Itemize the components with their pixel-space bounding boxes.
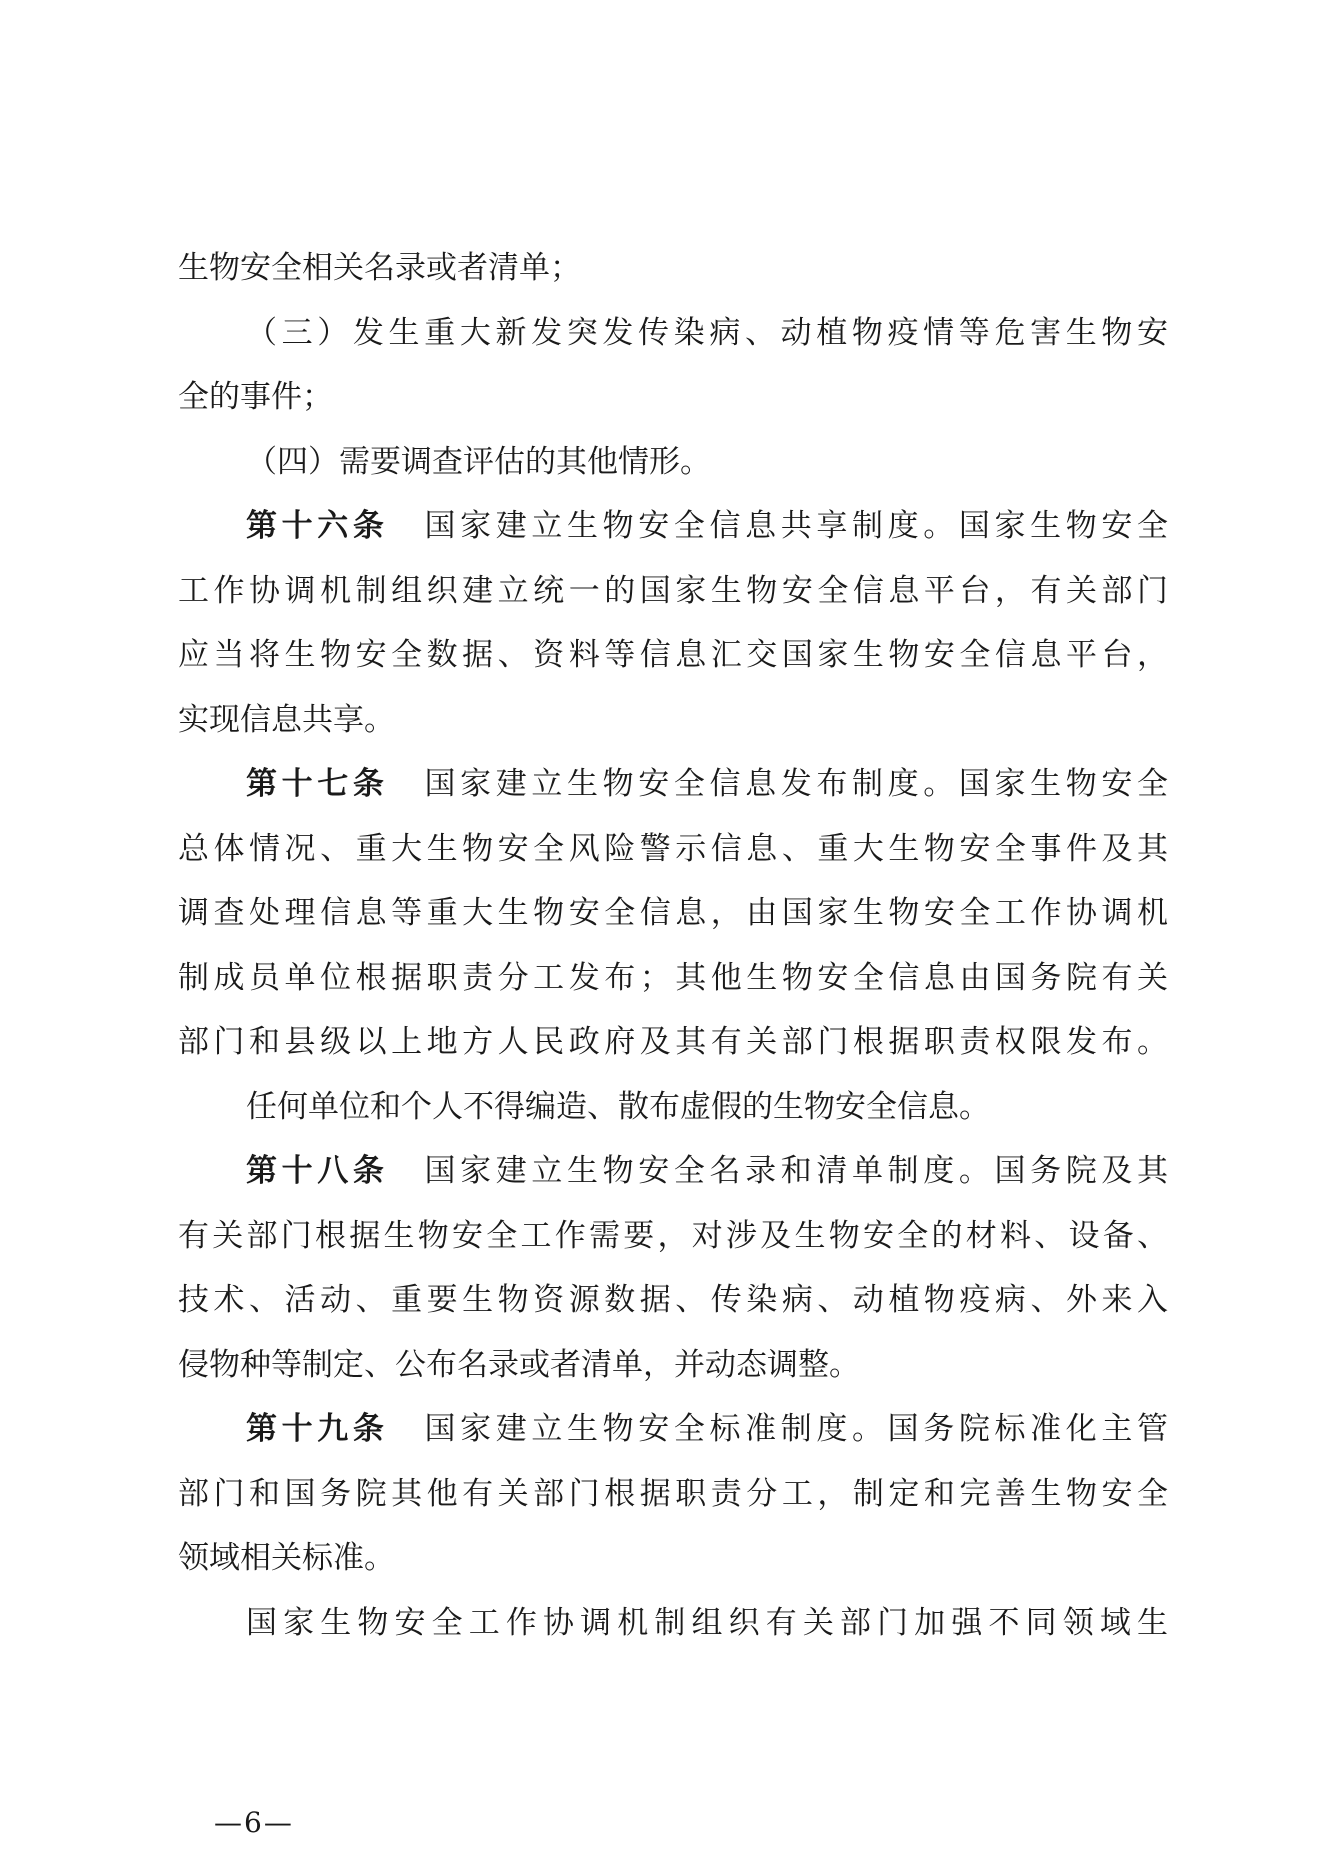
line-text: 生物安全相关名录或者清单； (178, 250, 581, 286)
line-text: 制成员单位根据职责分工发布；其他生物安全信息由国务院有关 (178, 959, 1168, 996)
line-text: 工作协调机制组织建立统一的国家生物安全信息平台，有关部门 (178, 572, 1168, 609)
text-line (178, 688, 1168, 753)
text-line (178, 817, 1168, 882)
line-text: 部门和国务院其他有关部门根据职责分工，制定和完善生物安全 (178, 1475, 1168, 1512)
text-line (178, 430, 1168, 495)
line-text: 国家建立生物安全信息共享制度。国家生物安全 (424, 508, 1168, 544)
article-line (178, 1397, 1168, 1462)
line-text: 全的事件； (178, 379, 333, 415)
line-text: 任何单位和个人不得编造、散布虚假的生物安全信息。 (246, 1088, 990, 1125)
text-line (178, 881, 1168, 946)
line-text: 国家建立生物安全标准制度。国务院标准化主管 (424, 1411, 1168, 1447)
text-line (178, 1333, 1168, 1398)
line-text: 侵物种等制定、公布名录或者清单，并动态调整。 (178, 1346, 860, 1383)
line-text: 实现信息共享。 (178, 701, 395, 738)
text-line (178, 1268, 1168, 1333)
article-number: 第十八条 (246, 1153, 389, 1189)
text-line (178, 1526, 1168, 1591)
line-text: 领域相关标准。 (178, 1540, 395, 1576)
page-number: —6— (214, 1806, 294, 1839)
text-line (178, 559, 1168, 624)
text-line (178, 236, 1168, 301)
article-line (178, 1139, 1168, 1204)
line-text: 技术、活动、重要生物资源数据、传染病、动植物疫病、外来入 (178, 1282, 1168, 1318)
line-text: （四）需要调查评估的其他情形。 (246, 443, 711, 480)
text-line (178, 1204, 1168, 1269)
text-line (178, 365, 1168, 430)
line-text: 总体情况、重大生物安全风险警示信息、重大生物安全事件及其 (178, 830, 1168, 867)
article-number: 第十七条 (246, 766, 389, 802)
article-number: 第十六条 (246, 508, 389, 544)
line-text: 国家建立生物安全名录和清单制度。国务院及其 (424, 1153, 1168, 1189)
text-line (178, 1075, 1168, 1140)
text-line (178, 1010, 1168, 1075)
text-line (178, 623, 1168, 688)
text-line (178, 1462, 1168, 1527)
article-line (178, 752, 1168, 817)
line-text: 应当将生物安全数据、资料等信息汇交国家生物安全信息平台， (178, 637, 1168, 673)
text-line (178, 301, 1168, 366)
article-line (178, 494, 1168, 559)
line-text: 国家生物安全工作协调机制组织有关部门加强不同领域生 (246, 1604, 1168, 1641)
line-text: 调查处理信息等重大生物安全信息，由国家生物安全工作协调机 (178, 895, 1168, 931)
text-line (178, 1591, 1168, 1656)
line-text: 部门和县级以上地方人民政府及其有关部门根据职责权限发布。 (178, 1024, 1168, 1060)
line-text: （三）发生重大新发突发传染病、动植物疫情等危害生物安 (246, 314, 1168, 351)
text-line (178, 946, 1168, 1011)
body-text (178, 236, 1168, 1655)
line-text: 国家建立生物安全信息发布制度。国家生物安全 (424, 766, 1168, 802)
line-text: 有关部门根据生物安全工作需要，对涉及生物安全的材料、设备、 (178, 1217, 1168, 1254)
article-number: 第十九条 (246, 1411, 389, 1447)
